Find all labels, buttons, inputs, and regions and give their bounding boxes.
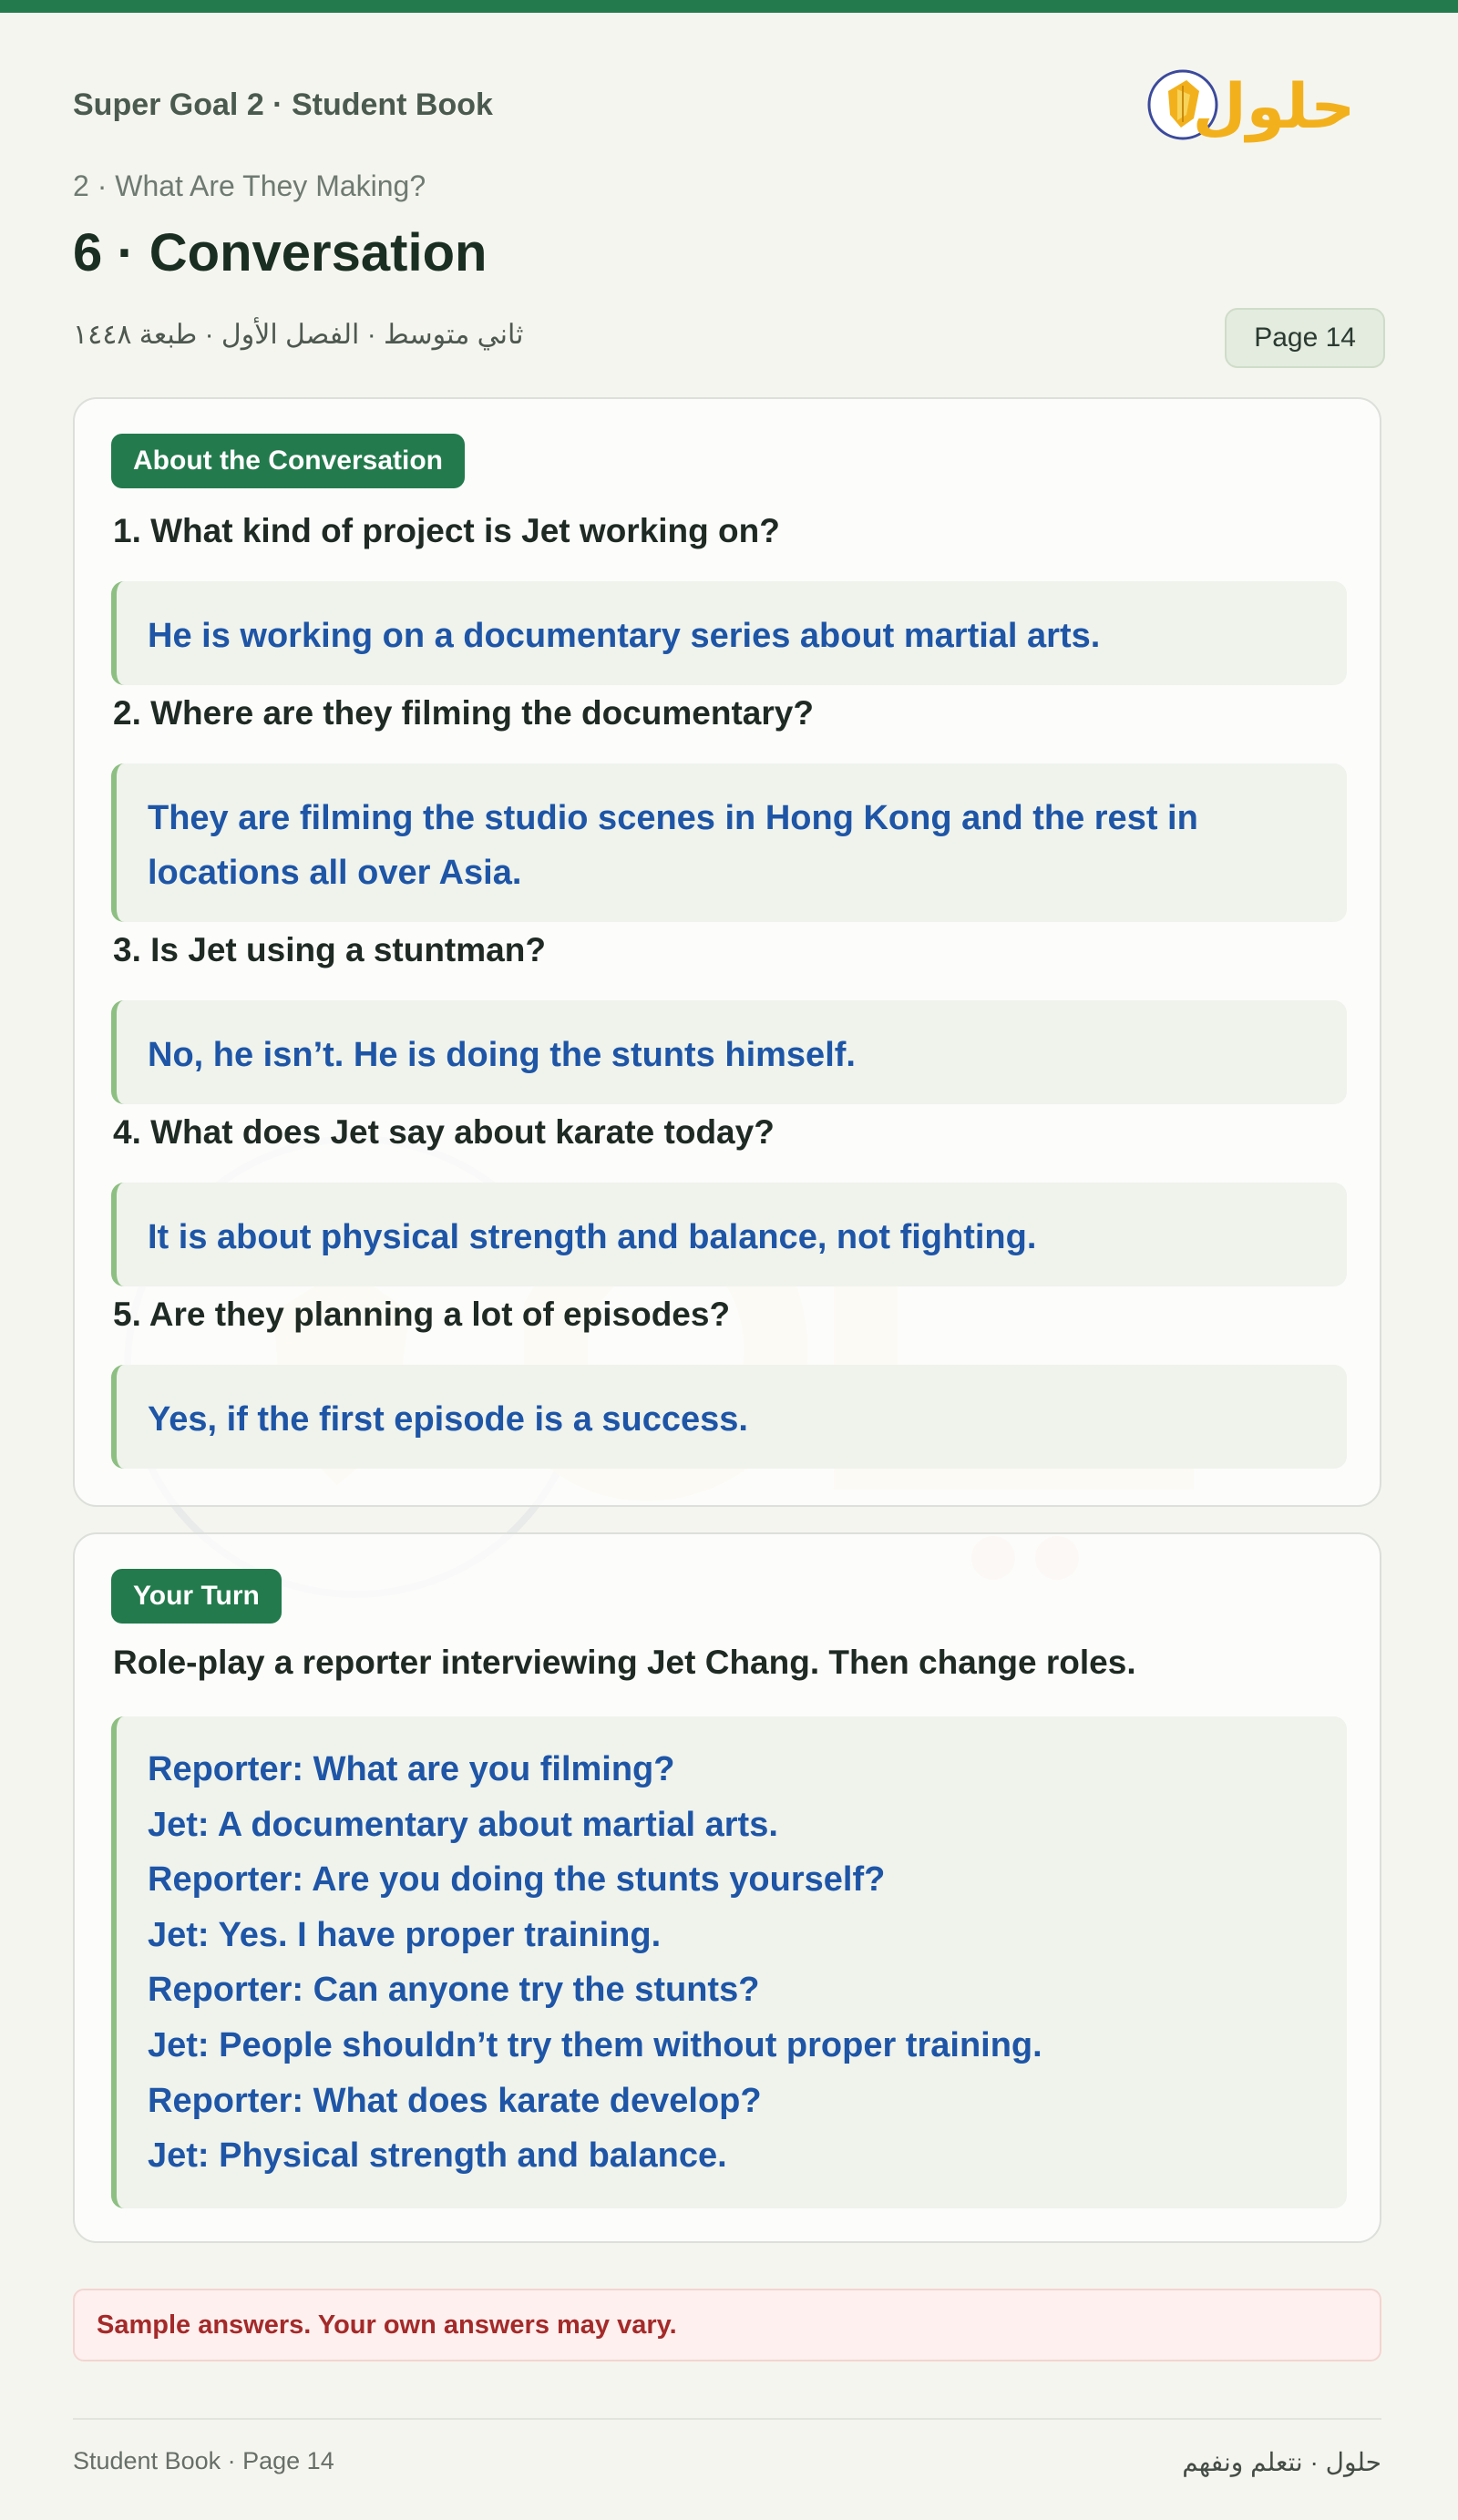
dialogue-line: Jet: People shouldn’t try them without proper training. xyxy=(148,2025,1042,2064)
dialogue-line: Reporter: What does karate develop? xyxy=(148,2081,762,2120)
top-accent-bar xyxy=(0,0,1458,13)
footer-divider xyxy=(73,2418,1381,2420)
footer-brand-tagline: حلول · نتعلم ونفهم xyxy=(1182,2448,1381,2476)
sample-dialogue xyxy=(111,1716,1347,2208)
question-2: 2. Where are they filming the documentary? xyxy=(113,694,814,732)
grade-term-line: ثاني متوسط · الفصل الأول · طبعة ١٤٤٨ xyxy=(73,320,524,350)
page-title: 6 · Conversation xyxy=(73,223,488,282)
answer-2: They are filming the studio scenes in Hong Kong and the rest in locations all over Asia. xyxy=(111,763,1347,922)
hulul-logo xyxy=(1146,55,1385,155)
about-conversation-tag: About the Conversation xyxy=(111,434,465,488)
answer-5: Yes, if the first episode is a success. xyxy=(111,1365,1347,1469)
question-4: 4. What does Jet say about karate today? xyxy=(113,1113,775,1151)
book-title: Super Goal 2 · Student Book xyxy=(73,87,493,122)
question-1: 1. What kind of project is Jet working on? xyxy=(113,512,780,549)
dialogue-line: Jet: A documentary about martial arts. xyxy=(148,1805,778,1844)
dialogue-line: Reporter: Can anyone try the stunts? xyxy=(148,1971,760,2010)
your-turn-prompt: Role-play a reporter interviewing Jet Chang. Then change roles. xyxy=(113,1644,1136,1681)
sample-answers-note: Sample answers. Your own answers may vary. xyxy=(73,2289,1381,2361)
question-5: 5. Are they planning a lot of episodes? xyxy=(113,1296,731,1333)
your-turn-card xyxy=(73,1532,1381,2243)
dialogue-line: Reporter: What are you filming? xyxy=(148,1750,675,1788)
page-badge: Page 14 xyxy=(1225,308,1385,368)
answer-1: He is working on a documentary series about martial arts. xyxy=(111,581,1347,685)
answer-4: It is about physical strength and balance, not fighting. xyxy=(111,1183,1347,1286)
unit-subtitle: 2 · What Are They Making? xyxy=(73,169,426,202)
footer-page-label: Student Book · Page 14 xyxy=(73,2447,334,2474)
logo-wordmark: حلول xyxy=(1192,71,1356,143)
answer-3: No, he isn’t. He is doing the stunts himself. xyxy=(111,1000,1347,1104)
your-turn-tag: Your Turn xyxy=(111,1569,282,1624)
question-3: 3. Is Jet using a stuntman? xyxy=(113,931,546,968)
dialogue-line: Jet: Yes. I have proper training. xyxy=(148,1915,662,1954)
dialogue-line: Reporter: Are you doing the stunts yourself? xyxy=(148,1860,886,1900)
dialogue-line: Jet: Physical strength and balance. xyxy=(148,2136,727,2176)
about-conversation-card xyxy=(73,397,1381,1507)
